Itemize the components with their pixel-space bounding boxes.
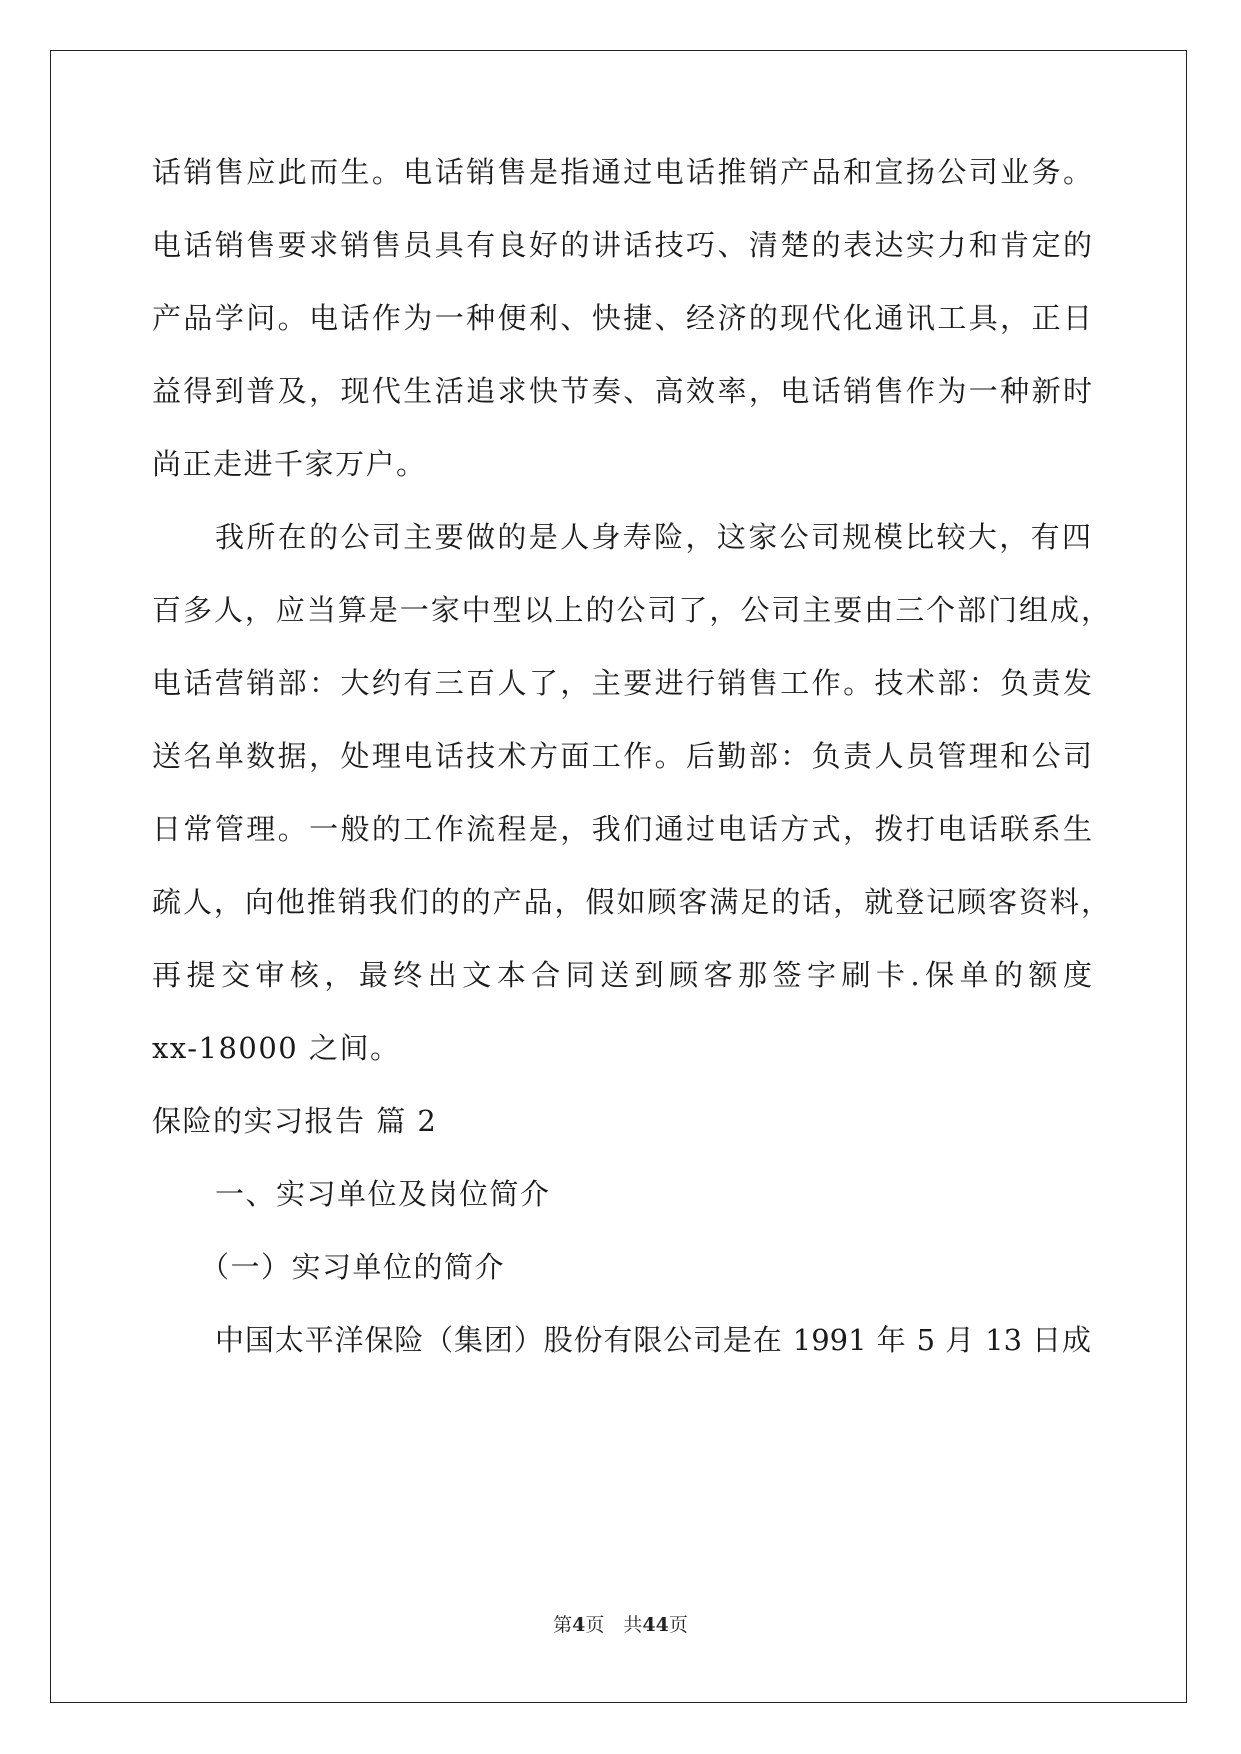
- subsection-heading: 一、实习单位及岗位简介: [215, 1177, 551, 1211]
- body-line: 送名单数据，处理电话技术方面工作。后勤部：负责人员管理和公司: [152, 739, 1092, 773]
- subsection-heading: （一）实习单位的简介: [200, 1250, 506, 1284]
- body-line: 电话销售要求销售员具有良好的讲话技巧、清楚的表达实力和肯定的: [152, 228, 1092, 262]
- page-number-footer: [0, 1610, 1241, 1637]
- footer-suffix: 页: [668, 1614, 688, 1636]
- body-line: 日常管理。一般的工作流程是，我们通过电话方式，拨打电话联系生: [152, 812, 1092, 846]
- footer-mid: 页 共: [585, 1614, 643, 1636]
- body-line: 疏人，向他推销我们的的产品，假如顾客满足的话，就登记顾客资料，: [152, 885, 1110, 919]
- body-line: 产品学问。电话作为一种便利、快捷、经济的现代化通讯工具，正日: [152, 301, 1092, 335]
- section-heading: 保险的实习报告 篇 2: [152, 1104, 438, 1138]
- body-line: 益得到普及，现代生活追求快节奏、高效率，电话销售作为一种新时: [152, 374, 1092, 408]
- body-line: 百多人，应当算是一家中型以上的公司了，公司主要由三个部门组成，: [152, 593, 1110, 627]
- footer-prefix: 第: [553, 1614, 573, 1636]
- body-line: 我所在的公司主要做的是人身寿险，这家公司规模比较大，有四: [215, 520, 1091, 554]
- body-line: 尚正走进千家万户。: [152, 447, 427, 481]
- body-line: 中国太平洋保险（集团）股份有限公司是在 1991 年 5 月 13 日成: [215, 1323, 1091, 1357]
- footer-total-pages: 44: [642, 1614, 669, 1636]
- body-line: 电话营销部：大约有三百人了，主要进行销售工作。技术部：负责发: [152, 666, 1092, 700]
- body-line: xx-18000 之间。: [152, 1031, 401, 1065]
- body-line: 话销售应此而生。电话销售是指通过电话推销产品和宣扬公司业务。: [152, 155, 1092, 189]
- footer-current-page: 4: [572, 1614, 586, 1636]
- body-line: 再提交审核，最终出文本合同送到顾客那签字刷卡.保单的额度: [152, 958, 1092, 992]
